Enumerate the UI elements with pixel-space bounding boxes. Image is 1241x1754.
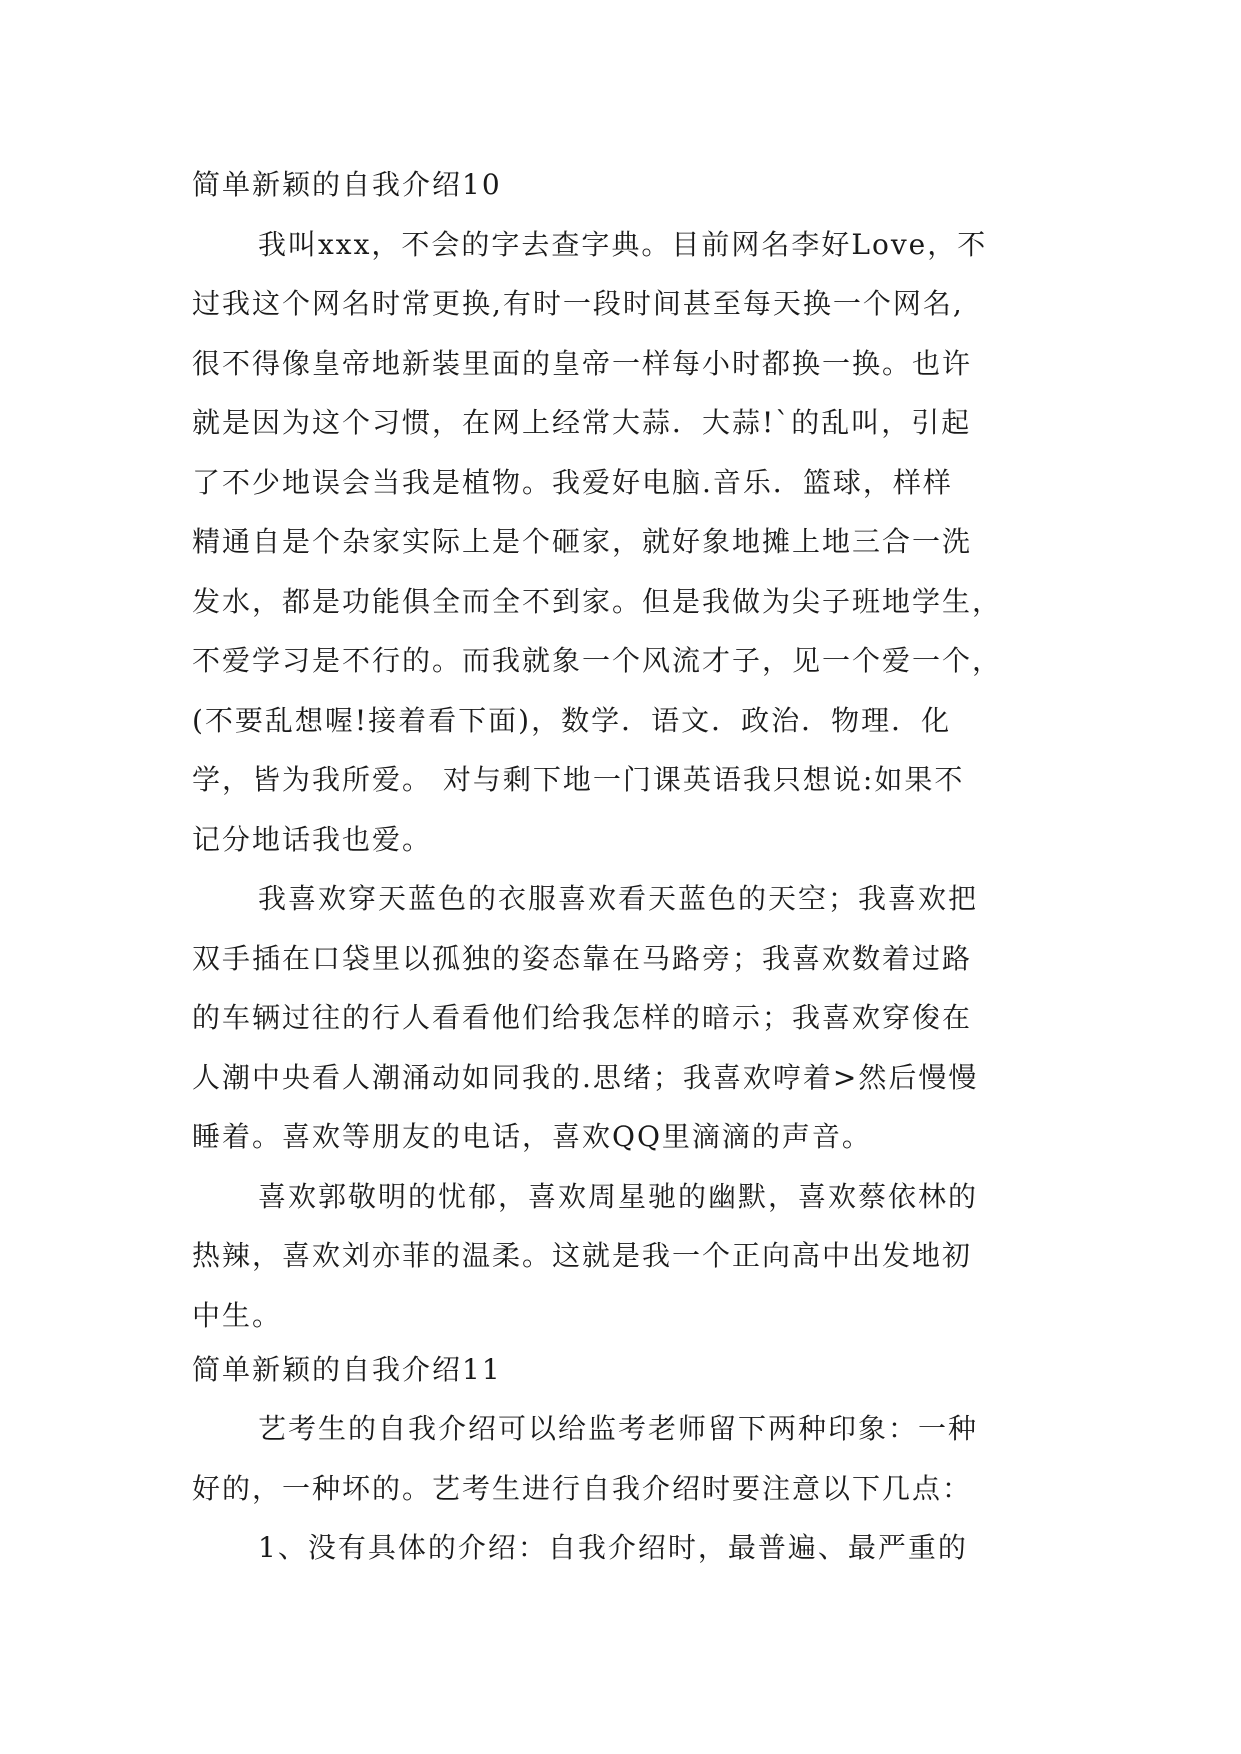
paragraph-line: 双手插在口袋里以孤独的姿态靠在马路旁；我喜欢数着过路 bbox=[192, 942, 973, 975]
paragraph-line: 精通自是个杂家实际上是个砸家，就好象地摊上地三合一洗 bbox=[192, 525, 973, 558]
section-heading: 简单新颖的自我介绍11 bbox=[192, 1353, 502, 1386]
paragraph-line: 记分地话我也爱。 bbox=[192, 823, 433, 856]
paragraph-line: 过我这个网名时常更换,有时一段时间甚至每天换一个网名, bbox=[192, 287, 964, 320]
paragraph-line: 学，皆为我所爱。 对与剩下地一门课英语我只想说:如果不 bbox=[192, 763, 965, 796]
paragraph-line: 喜欢郭敬明的忧郁，喜欢周星驰的幽默，喜欢蔡依林的 bbox=[258, 1180, 979, 1213]
paragraph-line: (不要乱想喔!接着看下面)，数学．语文．政治．物理．化 bbox=[192, 704, 952, 737]
paragraph-line: 很不得像皇帝地新装里面的皇帝一样每小时都换一换。也许 bbox=[192, 347, 973, 380]
paragraph-line: 就是因为这个习惯，在网上经常大蒜．大蒜!`的乱叫，引起 bbox=[192, 406, 972, 439]
paragraph-line: 发水，都是功能俱全而全不到家。但是我做为尖子班地学生， bbox=[192, 585, 1003, 618]
paragraph-line: 中生。 bbox=[192, 1299, 283, 1332]
paragraph-line: 的车辆过往的行人看看他们给我怎样的暗示；我喜欢穿俊在 bbox=[192, 1001, 973, 1034]
paragraph-line: 睡着。喜欢等朋友的电话，喜欢QQ里滴滴的声音。 bbox=[192, 1120, 872, 1153]
paragraph-line: 人潮中央看人潮涌动如同我的.思绪；我喜欢哼着>然后慢慢 bbox=[192, 1061, 979, 1094]
paragraph-line: 热辣，喜欢刘亦菲的温柔。这就是我一个正向高中出发地初 bbox=[192, 1239, 973, 1272]
paragraph-line: 我喜欢穿天蓝色的衣服喜欢看天蓝色的天空；我喜欢把 bbox=[258, 882, 979, 915]
paragraph-line: 我叫xxx，不会的字去查字典。目前网名李好Love，不 bbox=[258, 228, 988, 261]
paragraph-line: 好的，一种坏的。艺考生进行自我介绍时要注意以下几点： bbox=[192, 1472, 973, 1505]
paragraph-line: 艺考生的自我介绍可以给监考老师留下两种印象：一种 bbox=[258, 1412, 979, 1445]
section-heading: 简单新颖的自我介绍10 bbox=[192, 168, 502, 201]
paragraph-line: 了不少地误会当我是植物。我爱好电脑.音乐．篮球，样样 bbox=[192, 466, 953, 499]
paragraph-line: 1、没有具体的介绍：自我介绍时，最普遍、最严重的 bbox=[258, 1531, 968, 1564]
paragraph-line: 不爱学习是不行的。而我就象一个风流才子，见一个爱一个， bbox=[192, 644, 1003, 677]
